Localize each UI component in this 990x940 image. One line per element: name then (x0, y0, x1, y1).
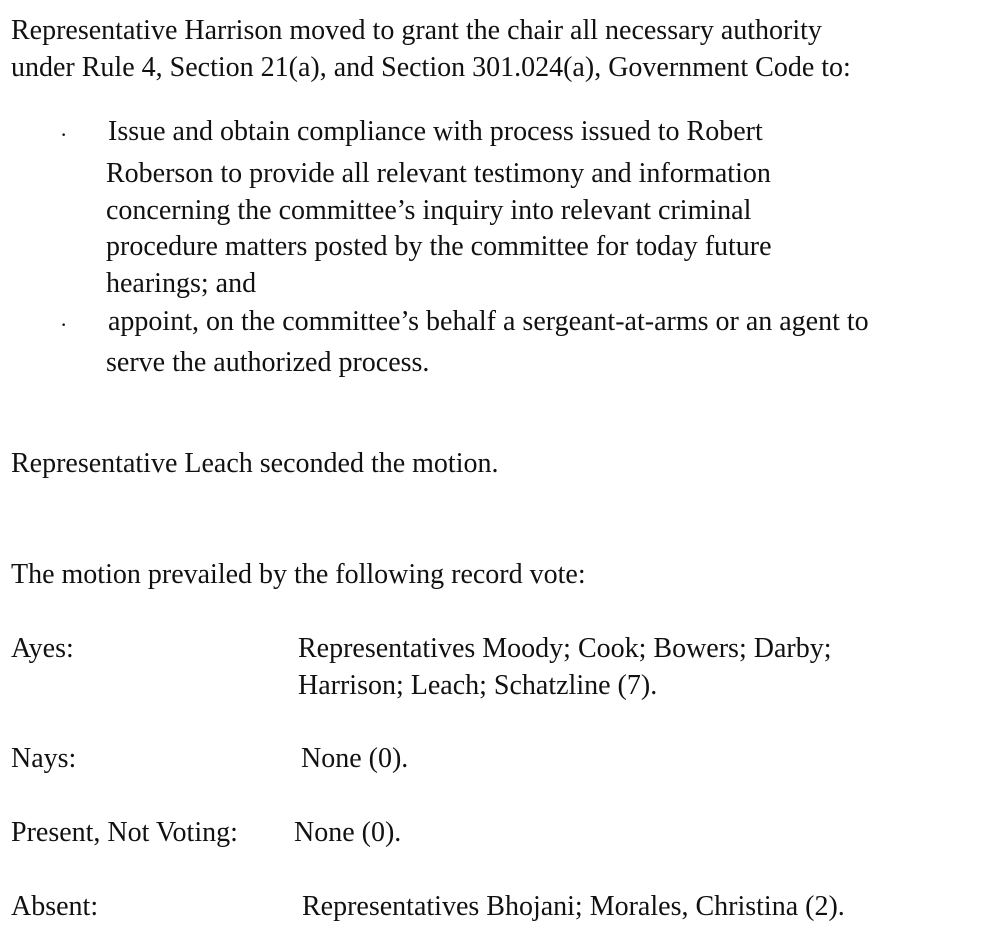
bullet-1-line-1: Issue and obtain compliance with process issued to Robert (108, 116, 763, 147)
record-vote-intro: The motion prevailed by the following record vote: (11, 559, 586, 590)
second-statement: Representative Leach seconded the motion. (11, 448, 499, 479)
motion-text-line-1: Representative Harrison moved to grant the chair all necessary authority (11, 15, 822, 46)
bullet-marker: · (60, 122, 68, 147)
bullet-1-line-3: concerning the committee’s inquiry into relevant criminal (106, 195, 752, 226)
ayes-line-2: Harrison; Leach; Schatzline (7). (298, 670, 658, 701)
bullet-2-line-2: serve the authorized process. (106, 347, 430, 378)
nays-value: None (0). (301, 743, 409, 774)
absent-value: Representatives Bhojani; Morales, Christina (2). (302, 891, 845, 922)
bullet-2-line-1: appoint, on the committee’s behalf a sergeant-at-arms or an agent to (108, 306, 869, 337)
motion-text-line-2: under Rule 4, Section 21(a), and Section 301.024(a), Government Code to: (11, 52, 851, 83)
bullet-1-line-2: Roberson to provide all relevant testimony and information (106, 158, 771, 189)
bullet-1-line-4: procedure matters posted by the committee for today future (106, 231, 772, 262)
ayes-line-1: Representatives Moody; Cook; Bowers; Darby; (298, 633, 832, 664)
present-not-voting-label: Present, Not Voting: (11, 817, 238, 848)
ayes-label: Ayes: (11, 633, 74, 664)
bullet-1-line-5: hearings; and (106, 268, 257, 299)
absent-label: Absent: (11, 891, 99, 922)
bullet-marker: · (60, 312, 68, 337)
nays-label: Nays: (11, 743, 77, 774)
present-not-voting-value: None (0). (294, 817, 402, 848)
